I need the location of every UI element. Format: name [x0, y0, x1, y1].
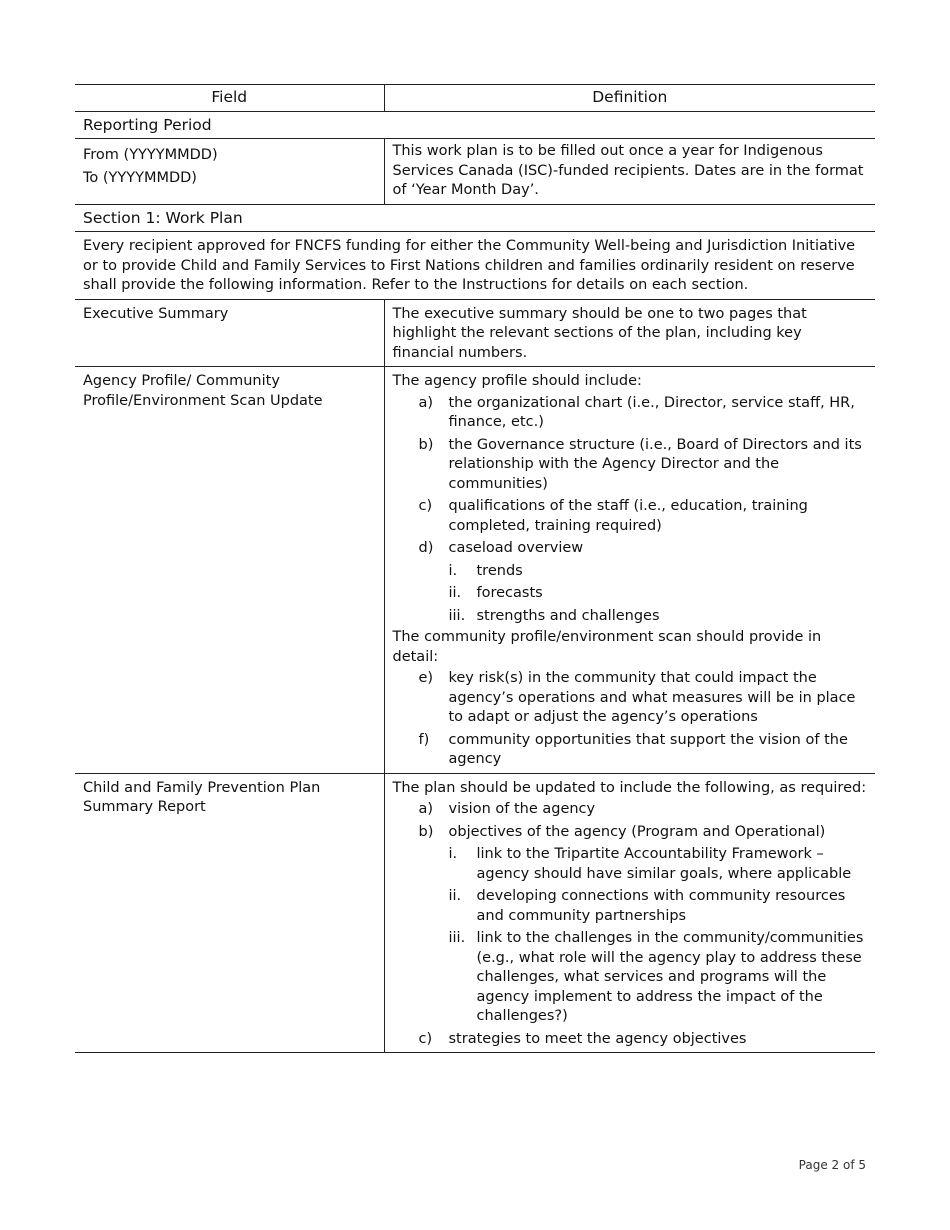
reporting-period-row — [75, 139, 875, 205]
sublist-item: iii. strengths and challenges — [448, 607, 660, 624]
from-label: From (YYYYMMDD) — [83, 147, 218, 163]
objectives-sublist — [449, 845, 868, 1027]
section1-intro: Every recipient approved for FNCFS funding for either the Community Well-being and Jurisdiction Initiative or to provide Child and Family Services to First Nations children and families ordinarily resident on reserve shall provide the following information. Refer to the Instructions for details on each section. — [75, 232, 875, 300]
header-field: Field — [75, 85, 384, 112]
list-item: f) community opportunities that support the vision of the agency — [418, 731, 848, 767]
list-item: c) strategies to meet the agency objectives — [418, 1030, 747, 1047]
prevention-plan-intro: The plan should be updated to include the following, as required: — [392, 779, 867, 796]
agency-profile-field: Agency Profile/ Community Profile/Environment Scan Update — [75, 367, 384, 774]
list-item: a) vision of the agency — [418, 801, 596, 817]
to-label: To (YYYYMMDD) — [83, 170, 197, 186]
page-number: Page 2 of 5 — [798, 1158, 866, 1172]
agency-profile-definition — [384, 367, 875, 774]
executive-summary-field: Executive Summary — [75, 299, 384, 367]
reporting-period-field — [75, 139, 384, 205]
list-item: b) objectives of the agency (Program and Operational) i. link to the Tripartite Accountability Framework – agency should have similar goals, where applicable ii. developing connections with community resources and community partnerships iii. link to the challenges in the community/communities (e.g., what role will the agency play to address these challenges, what services and programs will the agency implement to address the impact of the challenges?) — [393, 823, 868, 1027]
list-item: d) caseload overview i. trends ii. forecasts iii. strengths and challenges — [393, 539, 868, 626]
reporting-period-heading: Reporting Period — [75, 111, 875, 139]
prevention-plan-row — [75, 773, 875, 1053]
agency-profile-intro: The agency profile should include: — [392, 373, 642, 389]
list-item: e) key risk(s) in the community that could impact the agency’s operations and what measures will be in place to adapt or adjust the agency’s operations — [418, 670, 856, 725]
section1-intro-row — [75, 232, 875, 300]
table-header-row — [75, 85, 875, 112]
header-definition: Definition — [384, 85, 875, 112]
sublist-item: i. trends — [448, 562, 523, 579]
sublist-item: ii. forecasts — [448, 585, 543, 601]
prevention-plan-definition — [384, 773, 875, 1053]
sublist-item: i. link to the Tripartite Accountability Framework – agency should have similar goals, where applicable — [448, 846, 852, 882]
sublist-item: iii. link to the challenges in the community/communities (e.g., what role will the agency play to address these challenges, what services and programs will the agency implement to address the impact of the challenges?) — [448, 930, 864, 1024]
caseload-sublist — [449, 562, 868, 627]
prevention-plan-list — [393, 800, 868, 1049]
reporting-period-heading-row — [75, 111, 875, 139]
agency-profile-list — [393, 394, 868, 627]
list-item: c) qualifications of the staff (i.e., education, training completed, training required) — [418, 498, 808, 534]
community-profile-list — [393, 669, 868, 770]
list-item: a) the organizational chart (i.e., Director, service staff, HR, finance, etc.) — [418, 394, 855, 430]
section1-heading: Section 1: Work Plan — [75, 204, 875, 232]
community-profile-intro: The community profile/environment scan should provide in detail: — [392, 629, 822, 665]
reporting-period-definition: This work plan is to be filled out once a year for Indigenous Services Canada (ISC)-funded recipients. Dates are in the format of ‘Year Month Day’. — [384, 139, 875, 205]
executive-summary-row — [75, 299, 875, 367]
list-item: b) the Governance structure (i.e., Board of Directors and its relationship with the Agency Director and the communities) — [418, 436, 862, 492]
prevention-plan-field: Child and Family Prevention Plan Summary Report — [75, 773, 384, 1053]
agency-profile-row — [75, 367, 875, 774]
sublist-item: ii. developing connections with community resources and community partnerships — [448, 888, 846, 924]
work-plan-table — [75, 84, 875, 1053]
executive-summary-definition: The executive summary should be one to two pages that highlight the relevant sections of the plan, including key financial numbers. — [384, 299, 875, 367]
section1-heading-row — [75, 204, 875, 232]
